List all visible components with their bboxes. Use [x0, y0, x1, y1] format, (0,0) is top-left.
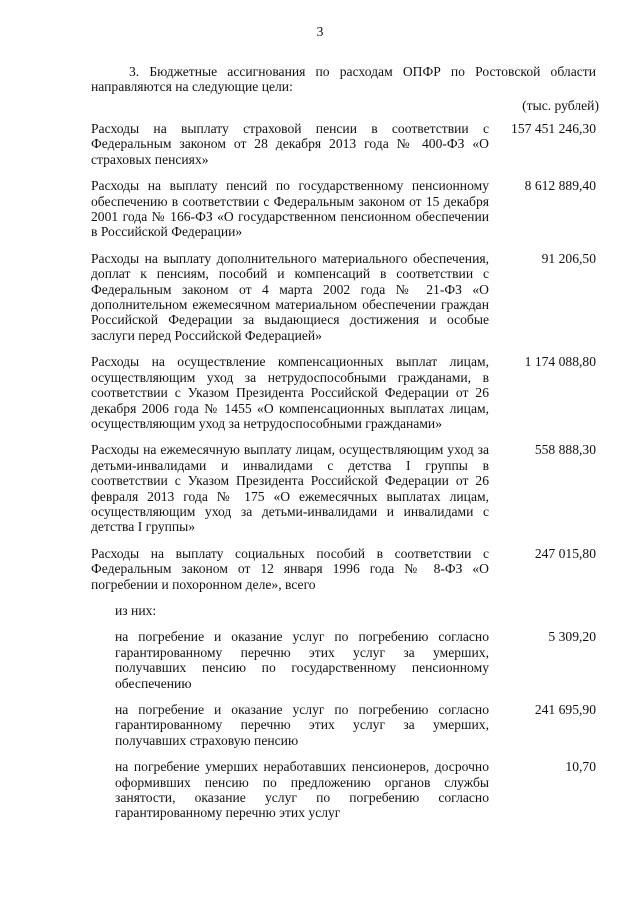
allocation-row [91, 178, 596, 240]
allocation-row [91, 442, 596, 534]
allocation-description: Расходы на выплату пенсий по государственному пенсионному обеспечению в соответствии с Федеральным законом от 15 декабря 2001 года № 166-ФЗ «О государственном пенсионном обеспечении в Российской Федерации» [91, 178, 489, 240]
allocation-amount: 1 174 088,80 [524, 354, 596, 370]
allocation-description: Расходы на осуществление компенсационных выплат лицам, осуществляющим уход за нетрудоспособными гражданами, в соответствии с Указом Президента Российской Федерации от 26 декабря 2006 года № 1455 «О компенсационных выплатах лицам, осуществляющим уход за нетрудоспособными гражданами» [91, 354, 489, 431]
allocation-row [91, 251, 596, 343]
sub-allocation-amount: 241 695,90 [534, 702, 596, 717]
allocation-description: Расходы на выплату дополнительного материального обеспечения, доплат к пенсиям, пособий и компенсаций в соответствии с Федеральным законом от 4 марта 2002 года № 21-ФЗ «О дополнительном ежемесячном материальном обеспечении граждан Российской Федерации за выдающиеся достижения и особые заслуги перед Российской Федерацией» [91, 250, 489, 343]
sub-allocation-amount: 5 309,20 [548, 629, 596, 645]
allocation-amount: 91 206,50 [541, 250, 596, 266]
sub-allocation-row [91, 629, 596, 691]
unit-label: (тыс. рублей) [522, 98, 599, 113]
allocation-description: Расходы на ежемесячную выплату лицам, осуществляющим уход за детьми-инвалидами и инвалидами с детства I группы в соответствии с Указом Президента Российской Федерации от 26 февраля 2013 года № 175 «О ежемесячных выплатах лицам, осуществляющим уход за детьми-инвалидами и инвалидами с детства I группы» [91, 442, 489, 535]
sub-allocation-row [91, 759, 596, 821]
allocation-amount: 558 888,30 [534, 442, 596, 458]
sub-allocation-description: на погребение и оказание услуг по погребению согласно гарантированному перечню этих услуг за умерших, получавших пенсию по государственному пенсионному обеспечению [115, 629, 489, 691]
sub-allocation-description: на погребение и оказание услуг по погребению согласно гарантированному перечню этих услуг за умерших, получавших страховую пенсию [115, 702, 489, 748]
allocation-row [91, 354, 596, 431]
allocation-description: Расходы на выплату страховой пенсии в соответствии с Федеральным законом от 28 декабря 2013 года № 400-ФЗ «О страховых пенсиях» [91, 121, 489, 167]
allocation-amount: 8 612 889,40 [524, 178, 596, 194]
sub-allocation-row [91, 702, 596, 748]
intro-paragraph: 3. Бюджетные ассигнования по расходам ОПФР по Ростовской области направляются на следующие цели: [91, 64, 596, 95]
allocation-row [91, 121, 596, 167]
sub-allocation-description: на погребение умерших неработавших пенсионеров, досрочно оформивших пенсию по предложению органов службы занятости, оказание услуг по погребению согласно гарантированному перечню этих услуг [115, 759, 489, 821]
allocation-description: Расходы на выплату социальных пособий в соответствии с Федеральным законом от 12 января 1996 года № 8-ФЗ «О погребении и похоронном деле», всего [91, 545, 489, 592]
allocation-amount: 247 015,80 [534, 545, 596, 561]
allocation-list [91, 121, 596, 832]
allocation-row [91, 546, 596, 592]
page-number: 3 [316, 24, 324, 39]
subitems-header: из них: [115, 602, 157, 618]
allocation-amount: 157 451 246,30 [511, 121, 596, 136]
sub-allocation-amount: 10,70 [565, 759, 596, 775]
